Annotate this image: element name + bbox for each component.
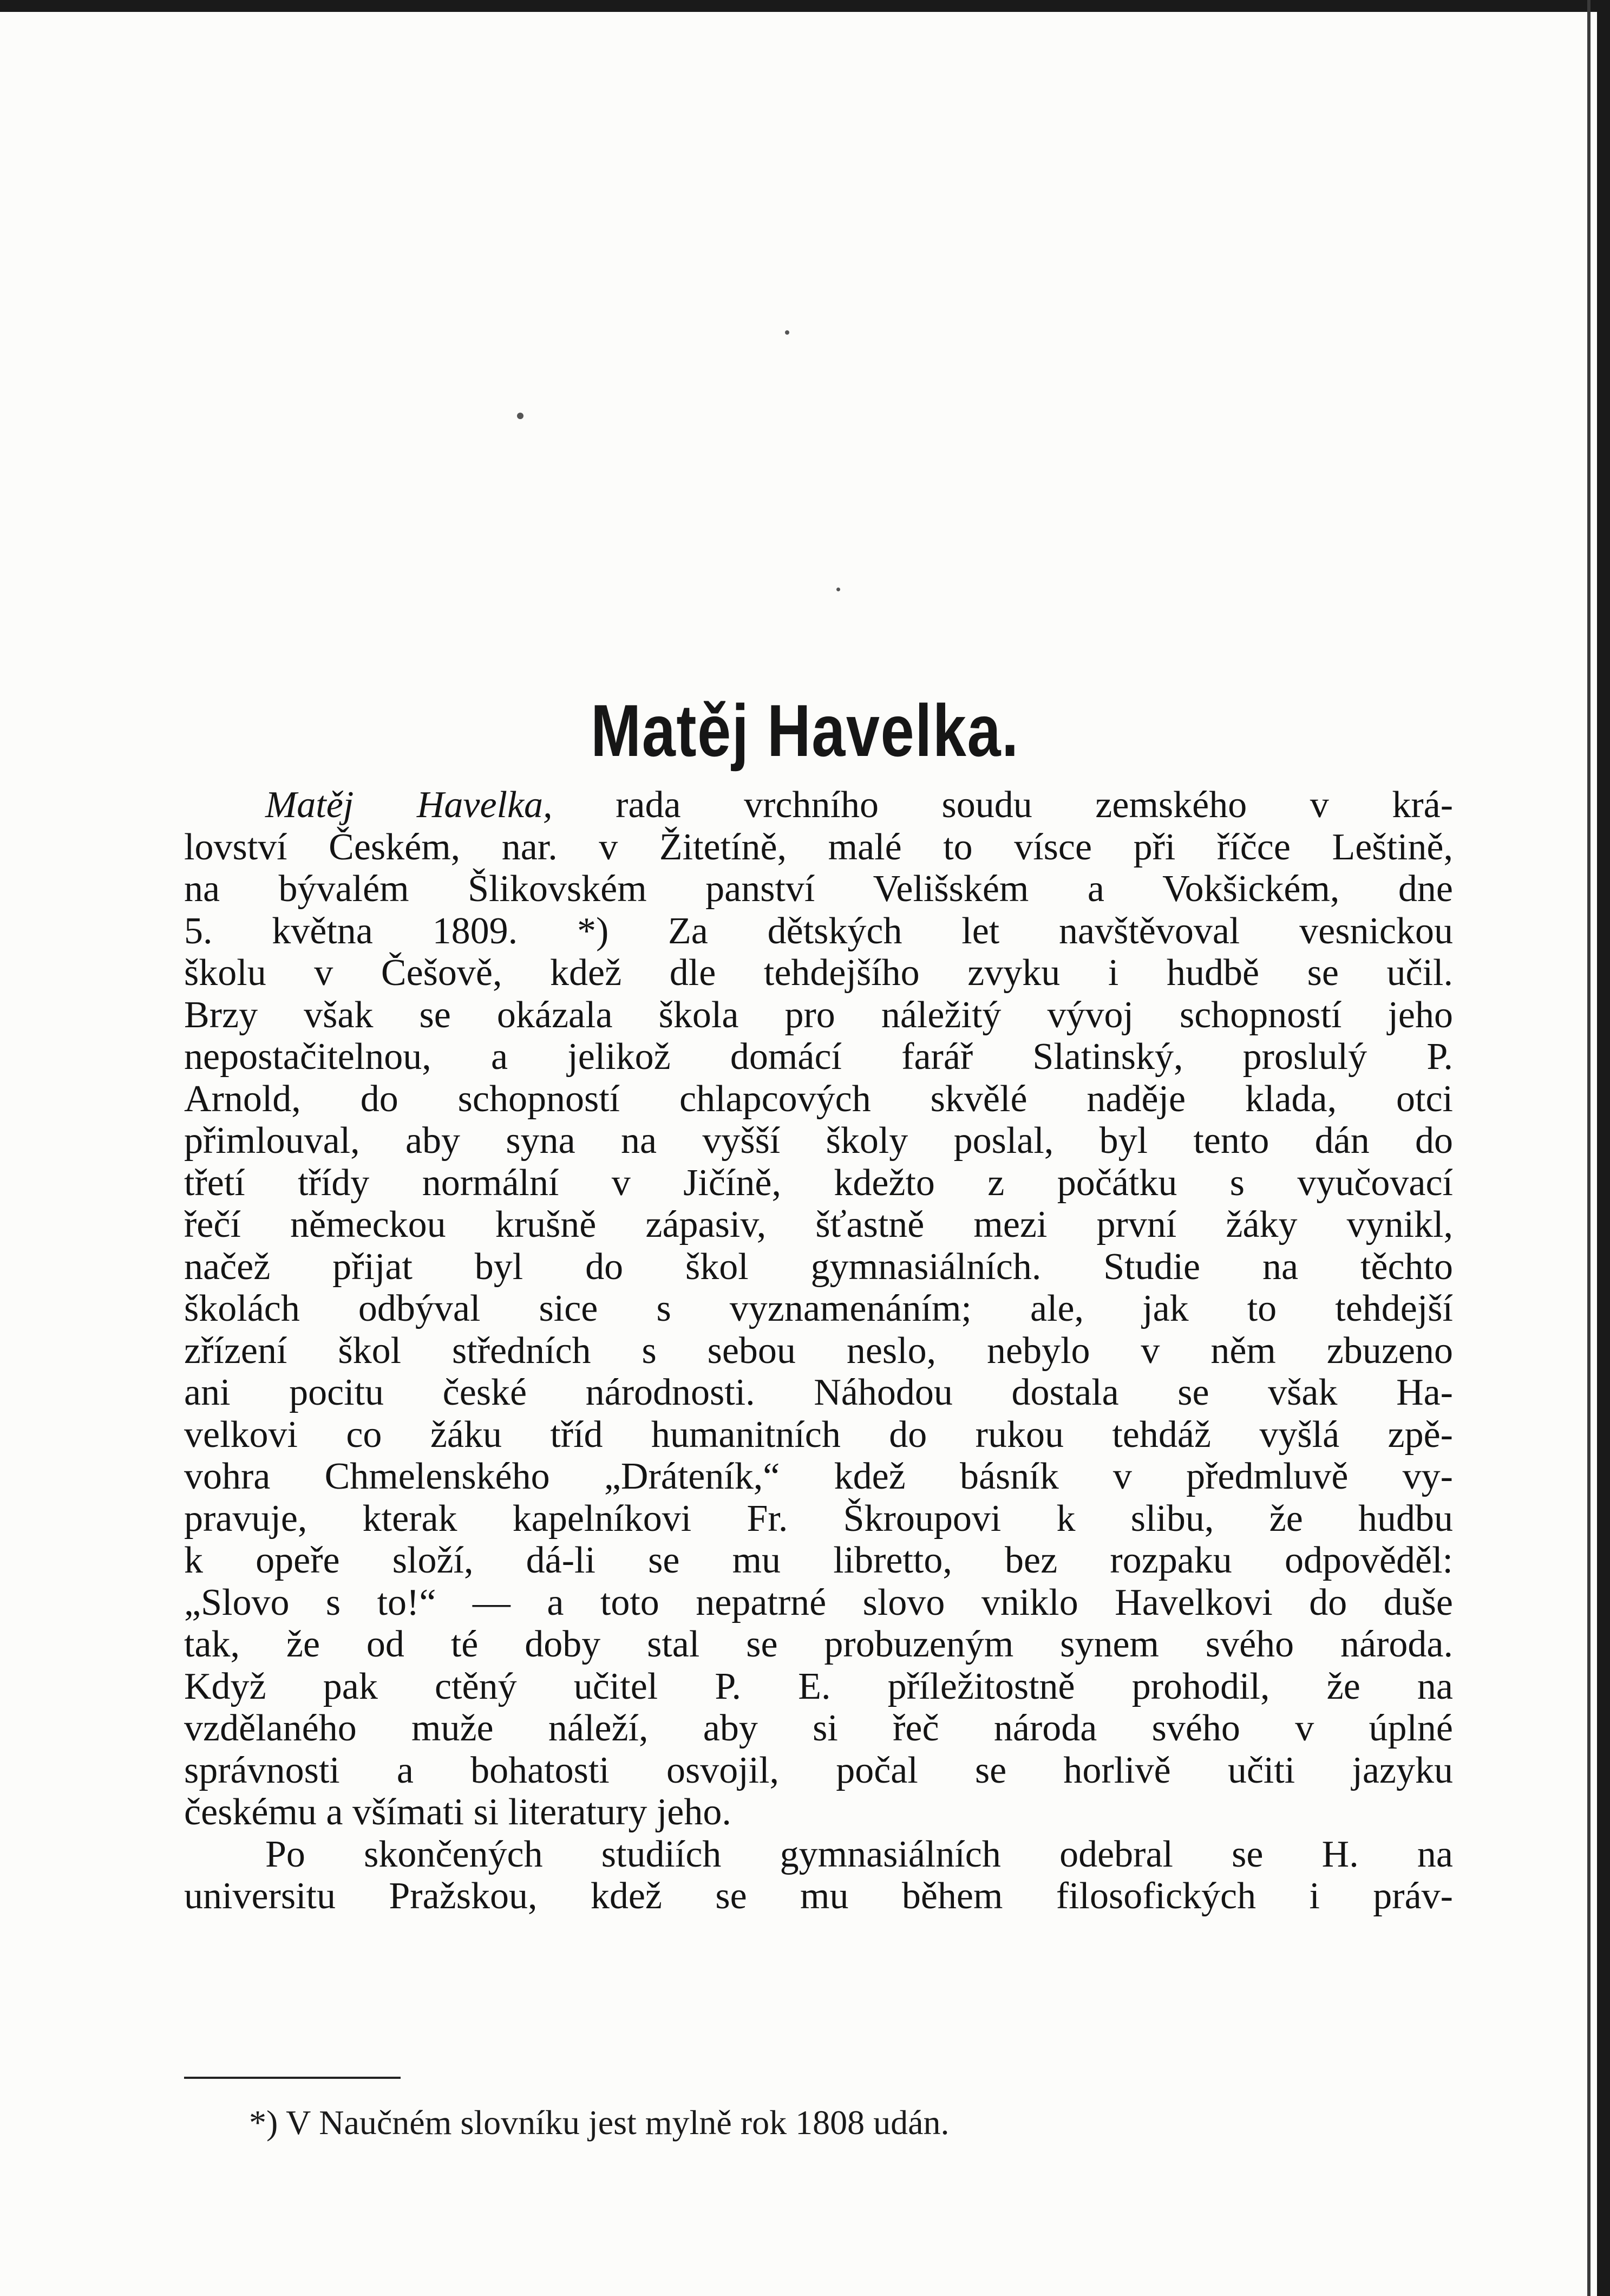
text-line: třetí třídy normální v Jičíně, kdežto z počátku s vyučovací xyxy=(184,1162,1453,1204)
text-line: „Slovo s to!“ — a toto nepatrné slovo vniklo Havelkovi do duše xyxy=(184,1581,1453,1623)
text-line: českému a všímati si literatury jeho. xyxy=(184,1791,731,1833)
page-title: Matěj Havelka. xyxy=(591,689,1019,772)
text-line: Když pak ctěný učitel P. E. příležitostně prohodil, že na xyxy=(184,1665,1453,1707)
text-line xyxy=(184,784,1453,826)
text-line: pravuje, kterak kapelníkovi Fr. Škroupovi k slibu, že hudbu xyxy=(184,1497,1453,1540)
lead-name: Matěj Havelka, xyxy=(265,784,553,826)
scan-speck xyxy=(517,413,523,419)
text-line: ani pocitu české národnosti. Náhodou dostala se však Ha- xyxy=(184,1372,1453,1413)
text-line: řečí německou krušně zápasiv, šťastně mezi první žáky vynikl, xyxy=(184,1204,1453,1245)
text-line: na bývalém Šlikovském panství Velišském a Vokšickém, dne xyxy=(184,868,1453,910)
scan-border-top xyxy=(0,0,1610,12)
text-line: lovství Českém, nar. v Žitetíně, malé to vísce při říčce Leštině, xyxy=(184,826,1453,868)
text-line: školu v Češově, kdež dle tehdejšího zvyku i hudbě se učil. xyxy=(184,952,1453,994)
paragraph-2 xyxy=(184,1834,1453,1917)
scan-border-right xyxy=(1597,0,1610,2296)
text-line: zřízení škol středních s sebou neslo, nebylo v něm zbuzeno xyxy=(184,1329,1453,1372)
text-line: správnosti a bohatosti osvojil, počal se horlivě učiti jazyku xyxy=(184,1749,1453,1791)
text-line: 5. května 1809. *) Za dětských let navštěvoval vesnickou xyxy=(184,910,1453,952)
text-line: nepostačitelnou, a jelikož domácí farář Slatinský, proslulý P. xyxy=(184,1036,1453,1078)
text-line: vohra Chmelenského „Dráteník,“ kdež básník v předmluvě vy- xyxy=(184,1456,1453,1497)
body-text xyxy=(184,784,1453,1917)
footnote: *) V Naučném slovníku jest mylně rok 1808 udán. xyxy=(249,2103,950,2142)
paragraph-1 xyxy=(184,784,1453,1834)
text-line: velkovi co žáku tříd humanitních do rukou tehdáž vyšlá zpě- xyxy=(184,1413,1453,1456)
scan-speck xyxy=(785,330,789,335)
scan-speck xyxy=(836,588,840,591)
text-line: Po skončených studiích gymnasiálních odebral se H. na xyxy=(265,1833,1453,1875)
text-line: universitu Pražskou, kdež se mu během filosofických i práv- xyxy=(184,1875,1453,1917)
text-line: Arnold, do schopností chlapcových skvělé naděje klada, otci xyxy=(184,1078,1453,1120)
text-line: Brzy však se okázala škola pro náležitý vývoj schopností jeho xyxy=(184,994,1453,1036)
text-line: přimlouval, aby syna na vyšší školy poslal, byl tento dán do xyxy=(184,1120,1453,1162)
footnote-divider xyxy=(184,2077,401,2079)
text-line-content: rada vrchního soudu zemského v krá- xyxy=(616,784,1454,826)
text-line: k opeře složí, dá-li se mu libretto, bez rozpaku odpověděl: xyxy=(184,1540,1453,1581)
text-line: školách odbýval sice s vyznamenáním; ale, jak to tehdejší xyxy=(184,1288,1453,1329)
text-line: načež přijat byl do škol gymnasiálních. Studie na těchto xyxy=(184,1245,1453,1288)
scan-shadow-right xyxy=(1587,0,1591,2296)
text-line: vzdělaného muže náleží, aby si řeč národa svého v úplné xyxy=(184,1707,1453,1749)
text-line: tak, že od té doby stal se probuzeným synem svého národa. xyxy=(184,1623,1453,1665)
